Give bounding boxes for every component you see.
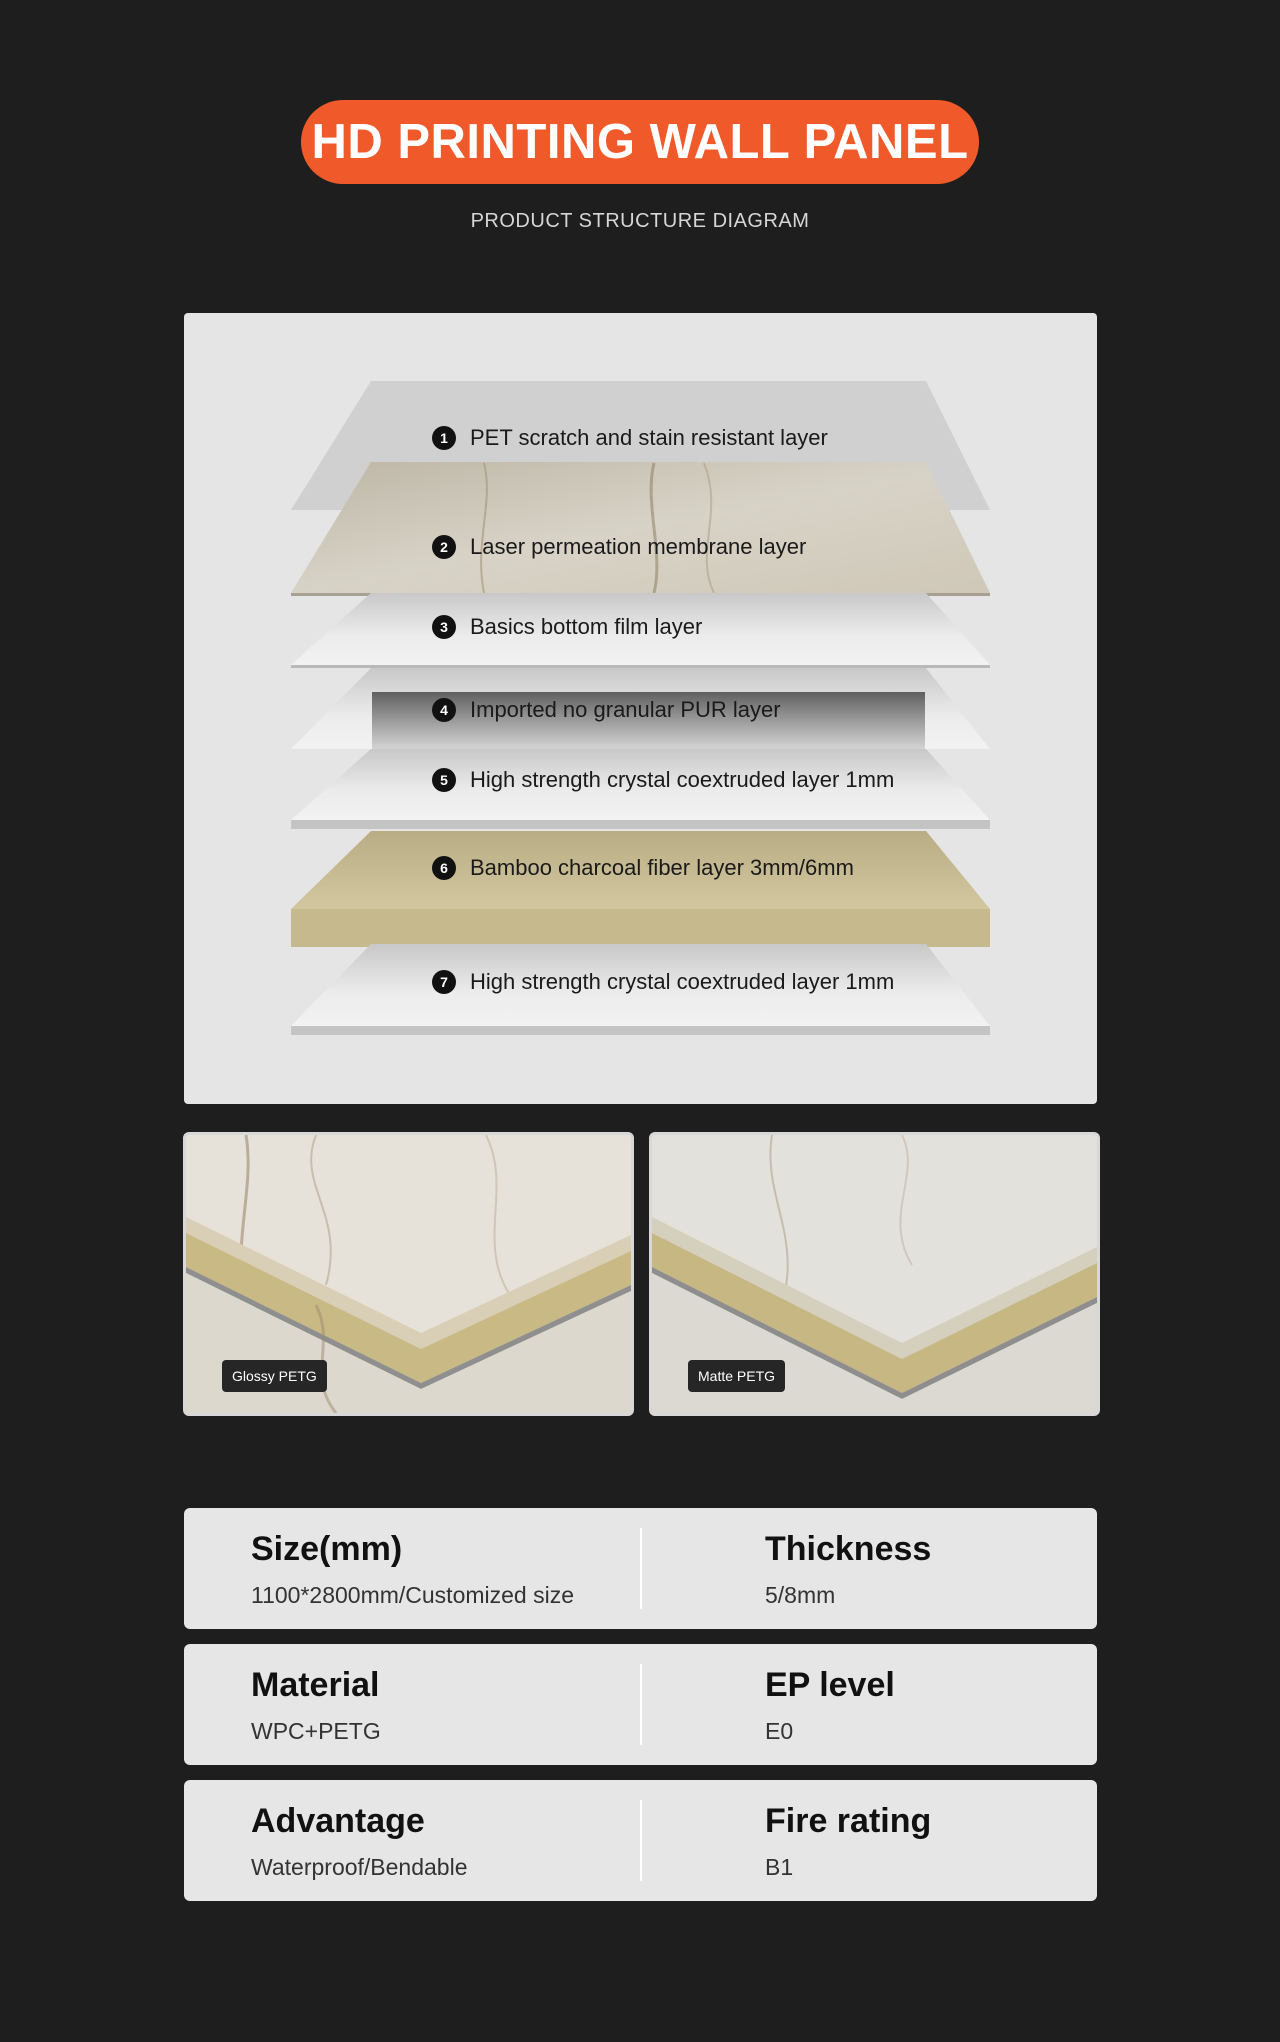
spec-material-value: WPC+PETG <box>251 1718 381 1744</box>
number-5-icon: 5 <box>432 768 456 792</box>
matte-tag: Matte PETG <box>688 1360 785 1392</box>
spec-ep-level-value: E0 <box>765 1718 794 1744</box>
layer-1-label <box>432 424 828 452</box>
glossy-sample-photo <box>183 1132 634 1416</box>
number-6-icon: 6 <box>432 856 456 880</box>
number-3-icon: 3 <box>432 615 456 639</box>
spec-size-label: Size(mm) <box>251 1530 403 1568</box>
spec-advantage-label: Advantage <box>251 1802 425 1840</box>
spec-ep-level-label: EP level <box>765 1666 895 1704</box>
spec-advantage-value: Waterproof/Bendable <box>251 1854 468 1880</box>
matte-sample-photo <box>649 1132 1100 1416</box>
layer-5-text: High strength crystal coextruded layer 1mm <box>470 767 895 792</box>
spec-row-material-ep <box>184 1644 1097 1765</box>
spec-row-size-thickness <box>184 1508 1097 1629</box>
number-4-icon: 4 <box>432 698 456 722</box>
page-title: HD PRINTING WALL PANEL <box>311 115 969 169</box>
layer-6-text: Bamboo charcoal fiber layer 3mm/6mm <box>470 855 854 880</box>
spec-fire-rating-value: B1 <box>765 1854 794 1880</box>
layer-2-text: Laser permeation membrane layer <box>470 534 807 559</box>
spec-divider <box>640 1664 642 1745</box>
layer-4-text: Imported no granular PUR layer <box>470 697 781 722</box>
spec-divider <box>640 1800 642 1881</box>
page-title-pill <box>301 100 979 184</box>
layer-3-text: Basics bottom film layer <box>470 614 703 639</box>
spec-thickness-value: 5/8mm <box>765 1582 836 1608</box>
layer-7-text: High strength crystal coextruded layer 1mm <box>470 969 895 994</box>
number-2-icon: 2 <box>432 535 456 559</box>
spec-thickness-label: Thickness <box>765 1530 932 1568</box>
layer-1-text: PET scratch and stain resistant layer <box>470 425 828 450</box>
spec-fire-rating-label: Fire rating <box>765 1802 932 1840</box>
layer-4-label <box>432 696 781 724</box>
layer-3-label <box>432 613 702 641</box>
page-subtitle: PRODUCT STRUCTURE DIAGRAM <box>470 210 810 232</box>
glossy-tag: Glossy PETG <box>222 1360 327 1392</box>
spec-size-value: 1100*2800mm/Customized size <box>251 1582 575 1608</box>
spec-material-label: Material <box>251 1666 380 1704</box>
number-7-icon: 7 <box>432 970 456 994</box>
spec-divider <box>640 1528 642 1609</box>
layer-6-label <box>432 854 854 882</box>
structure-diagram <box>184 313 1097 1104</box>
spec-row-advantage-fire <box>184 1780 1097 1901</box>
number-1-icon: 1 <box>432 426 456 450</box>
layer-2-label <box>432 533 806 561</box>
layer-5-label <box>432 766 894 794</box>
layer-7-label <box>432 968 894 996</box>
layer-2-shape <box>291 462 990 593</box>
